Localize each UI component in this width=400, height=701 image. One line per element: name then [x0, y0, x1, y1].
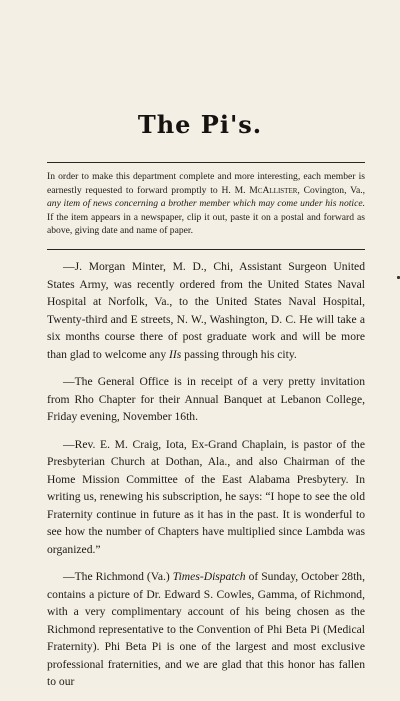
notice-contact-name: McAllister: [249, 184, 298, 196]
news-item-cowles: [47, 568, 365, 691]
news-item-general-office: —The General Office is in receipt of a very pretty invitation from Rho Chapter for their Annual Banquet at Lebanon College, Friday evening, November 16th.: [47, 375, 365, 423]
news-item-text: passing through his city.: [181, 347, 297, 361]
news-items: [47, 258, 365, 691]
news-item-text: —The Richmond (Va.): [63, 570, 173, 583]
notice-top-rule: [47, 162, 365, 163]
notice-paragraph: [47, 170, 365, 238]
notice-italic-text: any item of news concerning a brother member which may come under his notice.: [47, 198, 365, 210]
news-item-text: —J. Morgan Minter, M. D., Chi, Assistant Surgeon United States Army, was recently ordered from the United States Naval Hospital at Norfolk, Va., to the United States Naval Hospital, Twenty-third and E streets, N. W., Washington, D. C. He will take a six months course there of post graduate work and will be more than glad to welcome any: [47, 260, 365, 361]
news-item-text: of Sunday, October 28th, contains a picture of Dr. Edward S. Cowles, Gamma, of Richmond, with a very complimentary account of his being chosen as the Richmond representative to the Convention of Phi Beta Pi (Medical Fraternity). Phi Beta Pi is one of the largest and most exclusive professional fraternities, and we are glad that this honor has fallen to our: [47, 570, 365, 688]
notice-text-1: In order to make this department complete and more interesting, each member is earnestly requested to forward promptly to H. M.: [47, 171, 365, 196]
news-item-italic: IIs: [169, 347, 182, 361]
news-item-italic: Times-Dispatch: [172, 570, 246, 583]
news-item-minter: [47, 258, 365, 363]
department-title: The Pi's.: [137, 110, 263, 139]
notice-bottom-rule: [47, 249, 365, 250]
notice-text-3: If the item appears in a newspaper, clip it out, paste it on a postal and forward as above, giving date and name of paper.: [47, 211, 365, 237]
notice-text-2: , Covington, Va.,: [297, 184, 366, 196]
news-item-craig: —Rev. E. M. Craig, Iota, Ex-Grand Chaplain, is pastor of the Presbyterian Church at Dothan, Ala., and also Chairman of the Home Mission Committee of the East Alabama Presbytery. In writing us, renewing his subscription, he says: “I hope to see the old Fraternity continue in future as it has in the past. It is wonderful to see how the number of Chapters have multiplied since Lambda was organized.”: [47, 437, 365, 556]
